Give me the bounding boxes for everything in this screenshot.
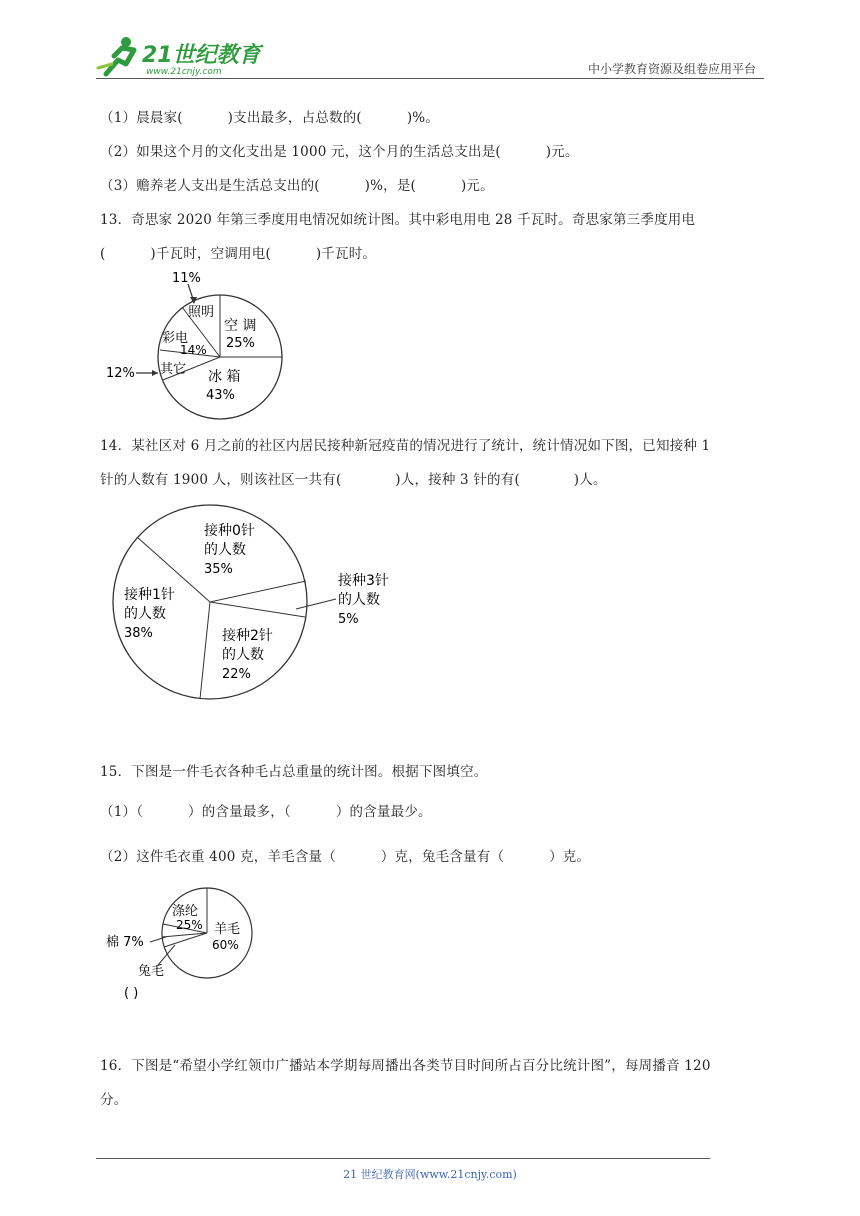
pct-tv: 14% [180,343,207,357]
label-3-doses-2: 的人数 [338,592,380,608]
label-0-doses-2: 的人数 [204,542,246,558]
logo-url: www.21cnjy.com [146,67,222,77]
label-fridge: 冰 箱 [208,369,241,385]
label-3-doses: 接种3针 [338,573,389,589]
pct-wool: 60% [212,938,239,952]
electricity-pie-chart [100,262,300,422]
label-0-doses: 接种0针 [204,523,255,539]
q13-text: 13．奇思家 2020 年第三季度用电情况如统计图。其中彩电用电 28 千瓦时。奇思家第三季度用电 [100,212,696,228]
q12-sub3: （3）赡养老人支出是生活总支出的( )%，是( )元。 [100,178,494,194]
pct-2-doses: 22% [222,667,251,682]
pct-fridge: 43% [206,388,235,403]
label-cotton: 棉 7% [106,935,144,950]
q12-sub1: （1）晨晨家( )支出最多，占总数的( )%。 [100,110,440,126]
pct-other: 12% [106,366,135,381]
q14-text: 14．某社区对 6 月之前的社区内居民接种新冠疫苗的情况进行了统计，统计情况如下图，已知接种 1 [100,438,711,454]
pct-polyester: 25% [176,918,203,932]
pct-0-doses: 35% [204,562,233,577]
logo-text: 21世纪教育 [142,43,261,68]
pct-3-doses: 5% [338,612,359,627]
header-divider [96,78,764,79]
label-2-doses: 接种2针 [222,628,273,644]
label-rabbit: 兔毛 [138,964,165,979]
label-lighting: 照明 [188,305,215,320]
runner-body-icon [106,48,134,74]
label-aircon: 空 调 [224,318,257,334]
q16-text: 16．下图是“希望小学红领巾广播站本学期每周播出各类节目时间所占百分比统计图”，每周播音 120 [100,1058,711,1074]
q12-sub2: （2）如果这个月的文化支出是 1000 元，这个月的生活总支出是( )元。 [100,144,579,160]
vaccination-pie-chart [100,495,420,715]
pct-1-dose: 38% [124,626,153,641]
sweater-pie-chart [100,885,270,1005]
footer-divider [96,1158,710,1159]
q15-sub2: （2）这件毛衣重 400 克，羊毛含量（ ）克，兔毛含量有（ ）克。 [100,849,591,865]
runner-head-icon [121,37,131,47]
q13-text-cont: ( )千瓦时，空调用电( )千瓦时。 [100,246,377,262]
label-1-dose: 接种1针 [124,587,175,603]
q16-text-cont: 分。 [100,1092,128,1108]
page-header [0,0,860,80]
rabbit-blank: ( ) [124,986,139,1001]
q14-text-cont: 针的人数有 1900 人，则该社区一共有( )人，接种 3 针的有( )人。 [100,472,607,488]
pct-aircon: 25% [226,336,255,351]
label-other: 其它 [160,362,187,377]
label-polyester: 涤纶 [172,904,199,919]
label-wool: 羊毛 [214,922,241,937]
label-1-dose-2: 的人数 [124,606,166,622]
q15-text: 15．下图是一件毛衣各种毛占总重量的统计图。根据下图填空。 [100,764,488,780]
pct-lighting: 11% [172,271,201,286]
q15-sub1: （1）（ ）的含量最多，（ ）的含量最少。 [100,804,432,820]
site-logo [96,34,266,78]
platform-title: 中小学教育资源及组卷应用平台 [587,62,756,76]
label-2-doses-2: 的人数 [222,647,264,663]
label-tv: 彩电 [162,331,189,346]
footer-link[interactable]: 21 世纪教育网(www.21cnjy.com) [343,1168,517,1181]
